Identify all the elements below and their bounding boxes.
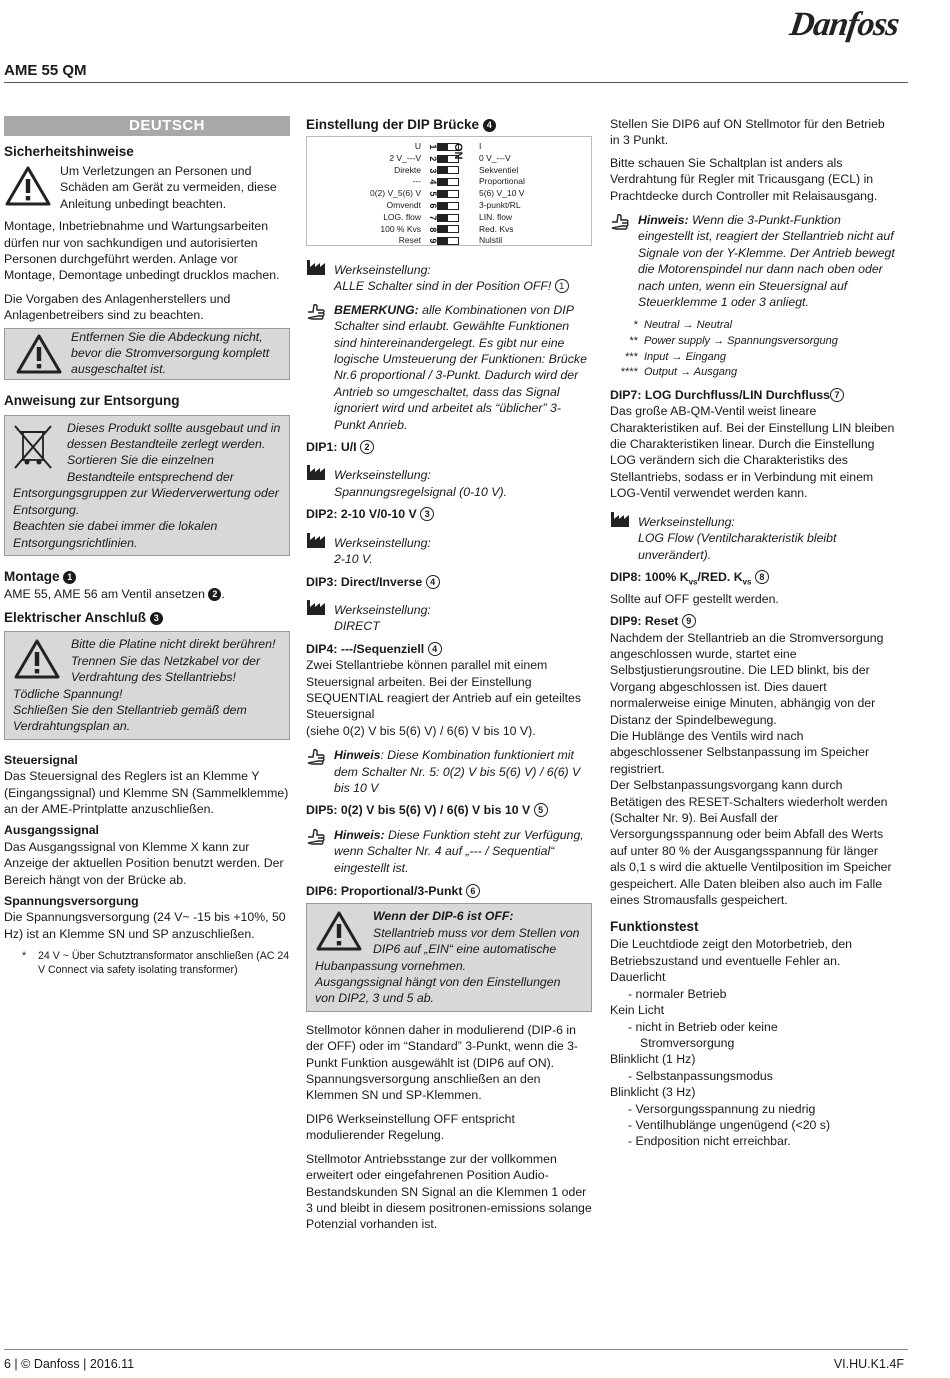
- dip6-paragraph-2: Spannungsversorgung anschließen an den Klemmen SN und SP-Klemmen.: [306, 1072, 541, 1103]
- status-blink-1hz-1: - Selbstanpassungsmodus: [628, 1068, 773, 1083]
- status-blink-1hz: Blinklicht (1 Hz): [610, 1052, 696, 1067]
- dip6-warning-c: Ausgangssignal hängt von den Einstellungen von DIP2, 3 und 5 ab.: [315, 975, 561, 1006]
- three-point-hint: Hinweis: Wenn die 3-Punkt-Funktion eingestellt ist, reagiert der Stellantrieb nicht auf Signale von der Y-Klemme. Der Antrieb bewegt die Motorenspindel nur dann nach oben oder nach unten, wenn ein Steuersignal auf Steuerklemme 1 oder 3 anliegt.: [610, 212, 896, 310]
- dip-switch-7: [427, 212, 459, 224]
- dip-switch-8: [427, 224, 459, 236]
- dip9-paragraph-3: Der Selbstanpassungsvorgang kann durch Betätigen des RESET-Schalters wiederholt werden (Schalter Nr. 9). Bei Ausfall der Versorgungsspannung oder beim Abfall des Werts auf unter 80 % der Ausgangsspannung für länger als 0,1 s wird die aktuelle Ventilposition im Speicher gespeichert. Alle Daten bleiben also auch im Falle eines Stromausfalls gespeichert.: [610, 778, 892, 908]
- column-left: [4, 116, 290, 977]
- dip-right-label: 0 V_---V: [479, 152, 511, 163]
- status-dauerlicht: Dauerlicht: [610, 970, 666, 985]
- pointing-hand-icon: [306, 749, 326, 767]
- ausgangssignal-text: Das Ausgangssignal von Klemme X kann zur Anzeige der aktuellen Position benutzt werden. Der Bereich hängt von der Brücke ab.: [4, 839, 284, 887]
- electrical-warning-box: [4, 631, 290, 739]
- electrical-heading: Elektrischer Anschluß 3: [4, 609, 290, 627]
- footnote: * 24 V ~ Über Schutztransformator anschließen (AC 24 V Connect via safety isolating transformer): [22, 950, 290, 977]
- dip-switch-number: 6: [427, 203, 438, 209]
- safety-warning-text: Um Verletzungen an Personen und Schäden am Gerät zu vermeiden, diese Anleitung unbedingt beachten.: [60, 164, 277, 211]
- cover-warning-box: [4, 328, 290, 380]
- ausgangssignal-heading: Ausgangssignal: [4, 823, 99, 838]
- document-title: AME 55 QM: [4, 62, 87, 79]
- dip6-paragraph-1: Stellmotor können daher in modulierend (DIP-6 in der OFF) oder im “Standard” 3-Punkt, wenn die 3-Punkt Funktion ausgewählt ist (DIP6 auf ON).: [306, 1022, 579, 1070]
- dip8-text: Sollte auf OFF gestellt werden.: [610, 591, 779, 606]
- factory-icon: [610, 510, 632, 528]
- right-paragraph-2: Bitte schauen Sie Schaltplan ist anders als Verdrahtung für Regler mit Tricausgang (ECL) in Prachtdecke durch Controller mit Relaisausgang.: [610, 155, 878, 203]
- remark-note: BEMERKUNG: alle Kombinationen von DIP Schalter sind erlaubt. Gewählte Funktionen sind hintereinandergelegt. Es gibt nur eine logische Umsteuerung der Funktionen: Brücke Nr.6 proportional / 3-Punkt. Dadurch wird der Antrieb so umgeschaltet, dass das Signal ignoriert wird und arbeitet als “üblicher” 3-Punkt Anrieb.: [306, 302, 592, 433]
- factory-icon: [306, 598, 328, 616]
- status-blink-3hz-1: - Versorgungsspannung zu niedrig: [628, 1101, 816, 1116]
- dip6-paragraph-3: DIP6 Werkseinstellung OFF entspricht modulierender Regelung.: [306, 1111, 515, 1143]
- pointing-hand-icon: [610, 214, 630, 232]
- dip-switch-toggle: [437, 214, 459, 222]
- dip-left-label: Omvendt: [386, 199, 421, 210]
- safety-warning: [4, 163, 290, 212]
- dip-switch-9: [427, 235, 459, 247]
- dip6-warning-head: Wenn der DIP-6 ist OFF:: [373, 909, 514, 924]
- dip-switch-diagram: [306, 136, 592, 246]
- dip5-hint: Hinweis: Diese Funktion steht zur Verfügung, wenn Schalter Nr. 4 auf „--- / Sequential“ eingestellt ist.: [306, 827, 592, 876]
- status-kein-licht-1: - nicht in Betrieb oder keine: [628, 1019, 778, 1034]
- dip-right-label: Nulstil: [479, 235, 503, 246]
- legend-row: ** Power supply → Spannungsversorgung: [629, 335, 838, 348]
- dip-right-label: LIN. flow: [479, 211, 513, 222]
- dip-left-label: LOG. flow: [383, 211, 421, 222]
- pointing-hand-icon: [306, 304, 326, 322]
- dip-right-label: I: [479, 141, 482, 151]
- dip7-heading: DIP7: LOG Durchfluss/LIN Durchfluss 7: [610, 387, 896, 403]
- dip-right-label: Sekventiel: [479, 164, 519, 175]
- dip-switch-toggle: [437, 166, 459, 174]
- dip6-heading: DIP6: Proportional/3-Punkt 6: [306, 883, 592, 899]
- spannung-text: Die Spannungsversorgung (24 V~ -15 bis +10%, 50 Hz) ist an Klemme SN und SP anzuschließen.: [4, 910, 286, 941]
- warning-icon: [13, 638, 61, 680]
- cover-warning-text: Entfernen Sie die Abdeckung nicht, bevor die Stromversorgung komplett ausgeschaltet ist.: [71, 329, 270, 377]
- footer-divider: [4, 1349, 908, 1350]
- dip-left-label: ---: [412, 176, 421, 187]
- language-banner: DEUTSCH: [4, 116, 290, 136]
- dip-switch-toggle: [437, 202, 459, 210]
- column-middle: [306, 116, 592, 1233]
- dip1-factory: Werkseinstellung: Spannungsregelsignal (0-10 V).: [306, 467, 592, 500]
- terminal-legend: [610, 318, 896, 380]
- status-kein-licht-1b: Stromversorgung: [640, 1035, 735, 1050]
- electrical-warning-c: Schließen Sie den Stellantrieb gemäß dem Verdrahtungsplan an.: [13, 702, 247, 734]
- dip-on-label: ON: [452, 143, 464, 160]
- dip-left-label: 100 % Kvs: [380, 223, 421, 234]
- dip-switch-number: 7: [427, 215, 438, 221]
- dip-heading: Einstellung der DIP Brücke 4: [306, 116, 592, 134]
- right-paragraph-1: Stellen Sie DIP6 auf ON Stellmotor für den Betrieb in 3 Punkt.: [610, 117, 885, 148]
- dip6-warning-a: Stellantrieb muss vor dem Stellen von DIP6 auf „EIN“ eine automatische: [373, 925, 580, 957]
- dip9-heading: DIP9: Reset 9: [610, 613, 896, 629]
- footer-doc-code: VI.HU.K1.4F: [833, 1357, 904, 1371]
- dip-switch-number: 1: [427, 144, 438, 150]
- dip-right-label: Proportional: [479, 176, 525, 187]
- disposal-text-a: Dieses Produkt sollte ausgebaut und in dessen Bestandteile zerlegt werden. Sortieren Sie die einzelnen Bestandteile entsprechend der: [67, 420, 281, 484]
- safety-paragraph-2: Die Vorgaben des Anlagenherstellers und Anlagenbetreibers sind zu beachten.: [4, 291, 231, 323]
- dip-switch-5: [427, 188, 459, 200]
- function-test-text: Die Leuchtdiode zeigt den Motorbetrieb, den Betriebszustand und eventuelle Fehler an.: [610, 937, 852, 968]
- steuersignal-heading: Steuersignal: [4, 752, 78, 767]
- dip-switch-number: 3: [427, 167, 438, 173]
- legend-row: **** Output → Ausgang: [620, 366, 738, 379]
- dip-switch-toggle: [437, 237, 459, 245]
- dip-left-label: 0(2) V_5(6) V: [369, 188, 421, 199]
- dip8-heading: DIP8: 100% $K_{vs}$/RED. $K_{vs}$ 8: [610, 569, 896, 591]
- disposal-box: [4, 415, 290, 556]
- dip3-factory: Werkseinstellung: DIRECT: [306, 602, 592, 635]
- warning-icon: [15, 333, 63, 375]
- legend-row: * Neutral → Neutral: [633, 319, 733, 332]
- dip6-paragraph-4: Stellmotor Antriebsstange zur der vollkommen erweitert oder eingefahrenen Position Audio-Bestandskunden SN Signal an die Klemmen 1 oder 3 und bleibt in diesem positronen-emissions solange Potenzial vorhanden ist.: [306, 1151, 592, 1232]
- dip6-warning-b: Hubanpassung vornehmen.: [315, 958, 467, 973]
- dip-right-labels: [479, 141, 525, 247]
- dip3-heading: DIP3: Direct/Inverse 4: [306, 574, 592, 590]
- dip4-heading: DIP4: ---/Sequenziell 4: [306, 641, 592, 657]
- legend-row: *** Input → Eingang: [625, 350, 726, 363]
- dip-right-label: 3-punkt/RL: [479, 199, 521, 210]
- dip9-paragraph-2: Die Hublänge des Ventils wird nach abgeschlossener Selbstanpassung im Speicher registriert.: [610, 729, 870, 776]
- dip-switch-toggle: [437, 190, 459, 198]
- warning-icon: [315, 910, 363, 952]
- danfoss-logo: Danfoss: [787, 6, 901, 43]
- disposal-heading: Anweisung zur Entsorgung: [4, 392, 180, 408]
- header-divider: [4, 82, 908, 83]
- montage-text: AME 55, AME 56 am Ventil ansetzen 2 .: [4, 586, 225, 601]
- dip-switch-toggle: [437, 178, 459, 186]
- dip-switch-4: [427, 176, 459, 188]
- spannung-heading: Spannungsversorgung: [4, 894, 139, 908]
- dip4-text: Zwei Stellantriebe können parallel mit einem Steuersignal arbeiten. Bei der Einstellung SEQUENTIAL reagiert der Antrieb auf ein geteiltes Steuersignal: [306, 658, 581, 722]
- status-dauerlicht-1: - normaler Betrieb: [628, 986, 727, 1001]
- dip-left-labels: [307, 141, 421, 247]
- dip-left-label: Reset: [398, 235, 421, 246]
- dip-switch-toggle: [437, 225, 459, 233]
- dip2-heading: DIP2: 2-10 V/0-10 V 3: [306, 506, 592, 522]
- disposal-text-c: Beachten sie dabei immer die lokalen Entsorgungsrichtlinien.: [13, 519, 218, 550]
- function-test-heading: Funktionstest: [610, 919, 699, 935]
- dip9-paragraph-1: Nachdem der Stellantrieb an die Stromversorgung angeschlossen wurde, startet eine Selbstjustierungsroutine. Die LED blinkt, bis der Vorgang abgeschlossen ist. Dies dauert normalerweise einige Minuten, abhängig von der Distanz der Spindelbewegung.: [610, 630, 884, 727]
- crossed-bin-icon: [13, 424, 53, 470]
- safety-paragraph-1: Montage, Inbetriebnahme und Wartungsarbeiten dürfen nur von sachkundigen und autorisierten Personen durchgeführt werden. Anlage vor Montage, Demontage unbedingt drucklos machen.: [4, 219, 280, 283]
- dip-left-label: Direkte: [394, 164, 421, 175]
- electrical-warning-b: Tödliche Spannung!: [13, 686, 123, 701]
- dip-left-label: 2 V_---V: [389, 152, 421, 163]
- factory-setting-1: Werkseinstellung: ALLE Schalter sind in der Position OFF! 1: [306, 262, 592, 295]
- dip1-heading: DIP1: U/I 2: [306, 439, 592, 455]
- dip-switch-3: [427, 165, 459, 177]
- dip-switch-number: 2: [427, 156, 438, 162]
- dip7-factory: Werkseinstellung: LOG Flow (Ventilcharakteristik bleibt unverändert).: [610, 514, 896, 563]
- status-blink-3hz: Blinklicht (3 Hz): [610, 1085, 696, 1100]
- safety-heading: Sicherheitshinweise: [4, 144, 134, 159]
- dip4-hint: Hinweis: Diese Kombination funktioniert mit dem Schalter Nr. 5: 0(2) V bis 5(6) V) / 6(6) V bis 10 V: [306, 747, 592, 796]
- warning-icon: [4, 165, 52, 207]
- dip-switch-number: 8: [427, 226, 438, 232]
- dip-right-label: 5(6) V_10 V: [479, 188, 525, 199]
- dip5-heading: DIP5: 0(2) V bis 5(6) V) / 6(6) V bis 10 V 5: [306, 802, 592, 818]
- dip-switch-number: 5: [427, 191, 438, 197]
- factory-icon: [306, 463, 328, 481]
- dip-switch-number: 9: [427, 238, 438, 244]
- status-kein-licht: Kein Licht: [610, 1003, 665, 1018]
- column-right: [610, 116, 896, 1150]
- status-blink-3hz-2: - Ventilhublänge ungenügend (<20 s): [628, 1117, 831, 1132]
- dip-switch-number: 4: [427, 179, 438, 185]
- dip7-text: Das große AB-QM-Ventil weist lineare Charakteristiken auf. Bei der Einstellung LIN bleiben die Charakteristiken linear. Durch die Einstellung LOG verändern sich die Charakteristiks des Stellantriebs, sodass er in Verbindung mit einem LOG-Ventil verwendet werden kann.: [610, 404, 895, 501]
- dip2-factory: Werkseinstellung: 2-10 V.: [306, 535, 592, 568]
- montage-heading: Montage 1: [4, 568, 290, 586]
- dip4-text-2: (siehe 0(2) V bis 5(6) V) / 6(6) V bis 10 V).: [306, 723, 536, 738]
- footer-page-info: 6 | © Danfoss | 2016.11: [4, 1357, 135, 1371]
- factory-icon: [306, 531, 328, 549]
- dip-right-label: Red. Kvs: [479, 223, 514, 234]
- disposal-text-b: Entsorgungsgruppen zur Wiederverwertung oder Entsorgung.: [13, 486, 279, 517]
- dip-left-label: U: [414, 141, 421, 151]
- dip6-warning-box: [306, 903, 592, 1011]
- electrical-warning-a: Bitte die Platine nicht direkt berühren! Trennen Sie das Netzkabel vor der Verdrahtung des Stellantriebs!: [71, 637, 276, 685]
- dip-switch-6: [427, 200, 459, 212]
- factory-icon: [306, 258, 328, 276]
- status-blink-3hz-3: - Endposition nicht erreichbar.: [628, 1134, 791, 1149]
- pointing-hand-icon: [306, 829, 326, 847]
- steuersignal-text: Das Steuersignal des Reglers ist an Klemme Y (Eingangssignal) und Klemme SN (Sammelklemme) an der AME-Printplatte anzuschließen.: [4, 769, 289, 816]
